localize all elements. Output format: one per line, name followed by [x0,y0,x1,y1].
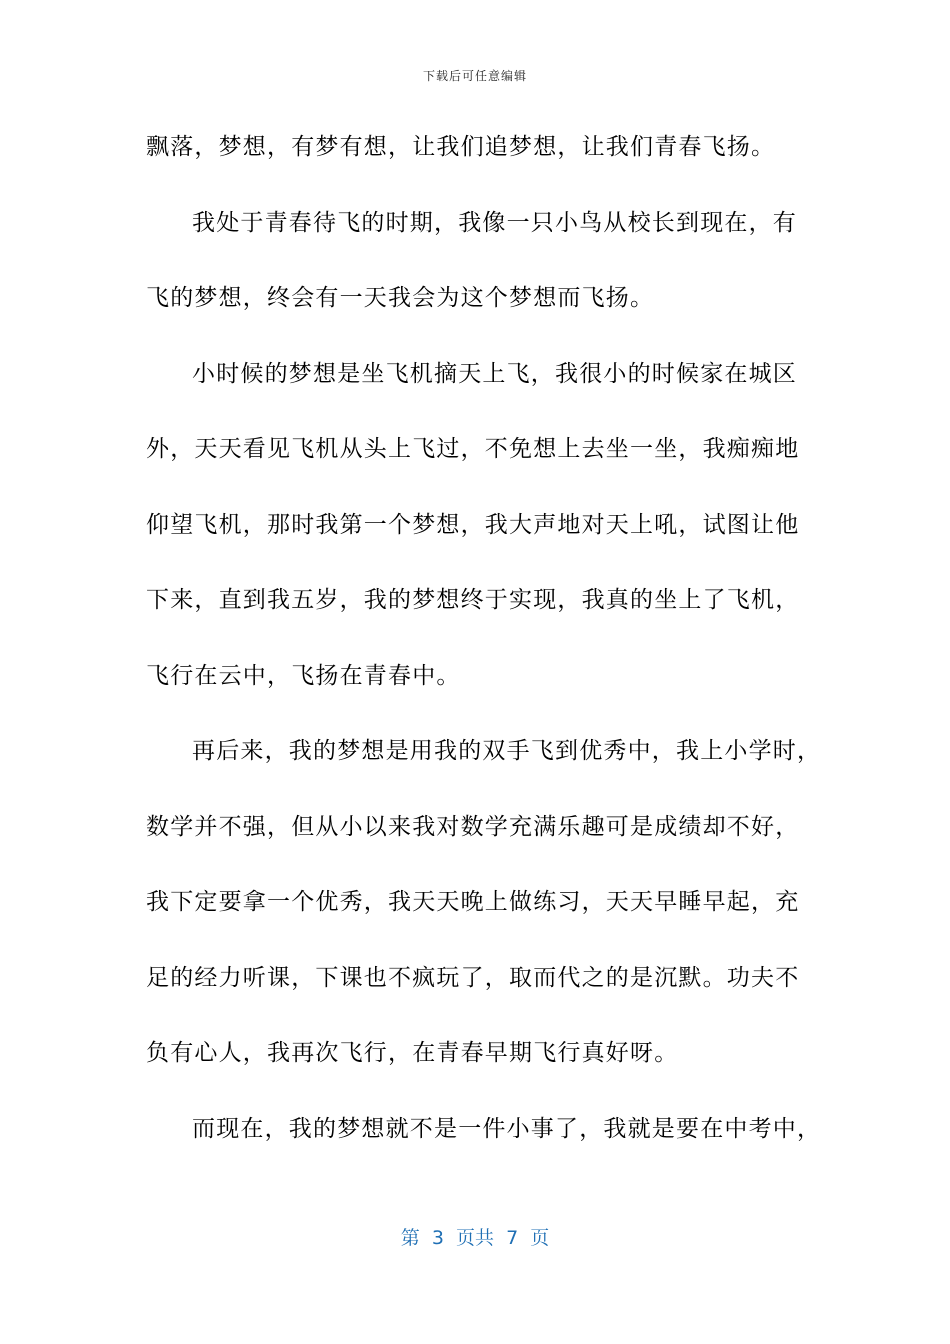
text-line-1: 飘落，梦想，有梦有想，让我们追梦想，让我们青春飞扬。 [146,134,776,160]
text-line-10: 数学并不强，但从小以来我对数学充满乐趣可是成绩却不好， [146,813,800,840]
text-line-2: 我处于青春待飞的时期，我像一只小鸟从校长到现在，有 [192,209,797,236]
page-header: 下载后可任意编辑 [422,69,527,83]
text-line-12: 足的经力听课，下课也不疯玩了，取而代之的是沉默。功夫不 [146,964,800,991]
text-line-13: 负有心人，我再次飞行，在青春早期飞行真好呀。 [146,1040,679,1066]
text-line-11: 我下定要拿一个优秀，我天天晚上做练习，天天早睡早起，充 [146,889,800,915]
text-line-3: 飞的梦想，终会有一天我会为这个梦想而飞扬。 [146,285,655,311]
text-line-9: 再后来，我的梦想是用我的双手飞到优秀中，我上小学时， [192,738,822,764]
page-number-footer: 第 3 页共 7 页 [400,1227,550,1249]
text-line-14: 而现在，我的梦想就不是一件小事了，我就是要在中考中， [192,1115,822,1142]
text-line-8: 飞行在云中，飞扬在青春中。 [146,662,461,689]
text-line-4: 小时候的梦想是坐飞机摘天上飞，我很小的时候家在城区 [192,360,797,387]
text-line-5: 外，天天看见飞机从头上飞过，不免想上去坐一坐，我痴痴地 [146,436,800,462]
text-line-7: 下来，直到我五岁，我的梦想终于实现，我真的坐上了飞机， [146,587,800,613]
text-line-6: 仰望飞机，那时我第一个梦想，我大声地对天上吼，试图让他 [146,511,800,538]
document-body [146,110,822,1167]
